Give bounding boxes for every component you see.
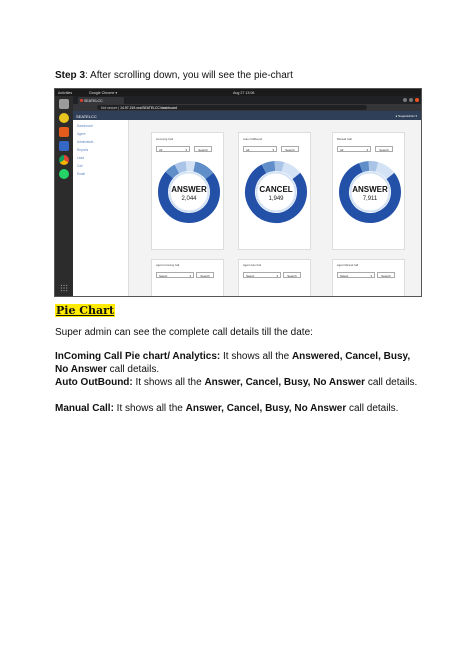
outbound-bold: Answer, Cancel, Busy, No Answer: [204, 377, 366, 388]
donut-segment[interactable]: [275, 166, 283, 167]
search-button[interactable]: Search: [377, 272, 395, 278]
section-heading: Pie Chart: [56, 304, 115, 317]
tab-title: SEATELCC: [84, 98, 103, 103]
url-text: 14.97.219.xxx/SEATELCC/dashboard: [120, 105, 177, 110]
manual-bold: Answer, Cancel, Busy, No Answer: [185, 403, 347, 414]
card-title: Manual Call: [337, 137, 352, 141]
maximize-icon[interactable]: [409, 98, 413, 102]
agent-manual-card: [332, 259, 405, 297]
manual-post: call details.: [346, 403, 399, 414]
files-icon[interactable]: [59, 99, 69, 109]
intro-paragraph: Super admin can see the complete call details till the date:: [55, 327, 313, 338]
close-icon[interactable]: [415, 98, 419, 102]
whatsapp-icon[interactable]: [59, 169, 69, 179]
donut-center-value: 1,949: [268, 196, 284, 202]
donut-segment[interactable]: [177, 166, 186, 169]
sidebar-item-lead[interactable]: Lead: [77, 156, 85, 160]
donut-segment[interactable]: [361, 166, 369, 168]
agent-auto-card: [238, 259, 311, 297]
card-title: Incoming Call: [156, 137, 173, 141]
sidebar-item-administration[interactable]: Administrat..: [77, 140, 95, 144]
software-center-icon[interactable]: [59, 127, 69, 137]
favicon-icon: [80, 99, 83, 102]
minimize-icon[interactable]: [403, 98, 407, 102]
incoming-post: call details.: [106, 364, 160, 375]
chrome-icon[interactable]: [59, 155, 69, 165]
user-menu[interactable]: ● SuperAdmin ▾: [395, 113, 417, 118]
manual-donut-chart[interactable]: [337, 159, 403, 225]
text-editor-icon[interactable]: [59, 141, 69, 151]
sidebar-item-email[interactable]: Email: [77, 172, 85, 176]
incoming-label: InComing Call Pie chart/ Analytics:: [55, 351, 221, 362]
app-sidebar: [73, 120, 129, 297]
filter-select[interactable]: All ▾: [337, 146, 371, 152]
manual-paragraph: [55, 402, 425, 415]
incoming-call-card: [151, 132, 224, 250]
donut-center-value: 2,044: [181, 196, 197, 202]
browser-toolbar: [73, 104, 422, 111]
outbound-post: call details.: [365, 377, 418, 388]
outbound-label: Auto OutBound:: [55, 377, 133, 388]
donut-center-label: CANCEL: [259, 185, 293, 194]
address-bar[interactable]: Not secure | 14.97.219.xxx/SEATELCC/dashboard: [97, 105, 367, 110]
card-title: Agent Auto Call: [243, 264, 261, 267]
filter-select[interactable]: All ▾: [156, 146, 190, 152]
launcher-dock: [55, 96, 73, 297]
search-button[interactable]: Search: [281, 146, 299, 152]
agent-select[interactable]: Select ▾: [337, 272, 375, 278]
agent-incoming-card: [151, 259, 224, 297]
donut-segment[interactable]: [186, 166, 194, 167]
sidebar-item-dashboard[interactable]: Dashboard: [77, 124, 93, 128]
step-instruction: [55, 70, 293, 81]
step-colon: :: [85, 70, 88, 81]
sidebar-item-reports[interactable]: Reports: [77, 148, 89, 152]
manual-label: Manual Call:: [55, 403, 114, 414]
card-title: Agent Incoming Call: [156, 264, 180, 267]
donut-center-label: ANSWER: [171, 185, 207, 194]
incoming-paragraph: [55, 350, 425, 376]
incoming-bold: Answered, Cancel, Busy, No Answer: [55, 351, 411, 375]
search-button[interactable]: Search: [375, 146, 393, 152]
app-logo: SEATELCC: [76, 113, 97, 119]
incoming-donut-chart[interactable]: [156, 159, 222, 225]
donut-segment[interactable]: [369, 166, 377, 167]
outbound-pre: It shows all the: [132, 377, 205, 388]
not-secure-label: Not secure: [101, 105, 118, 110]
agent-select[interactable]: Select ▾: [156, 272, 194, 278]
step-text: After scrolling down, you will see the pie-chart: [87, 70, 293, 81]
browser-tab-bar: [73, 96, 422, 104]
manual-call-card: [332, 132, 405, 250]
agent-select[interactable]: Select ▾: [243, 272, 281, 278]
app-icon[interactable]: [59, 113, 69, 123]
show-apps-icon[interactable]: [60, 284, 68, 292]
app-header: [73, 111, 422, 120]
activities-label[interactable]: Activities: [58, 90, 73, 95]
embedded-screenshot: [54, 88, 422, 297]
app-menu[interactable]: Google Chrome ▾: [89, 90, 118, 95]
sidebar-item-call[interactable]: Call: [77, 164, 83, 168]
manual-pre: It shows all the: [113, 403, 186, 414]
auto-outbound-card: [238, 132, 311, 250]
donut-center-value: 7,911: [362, 196, 378, 202]
search-button[interactable]: Search: [196, 272, 214, 278]
sidebar-item-agent[interactable]: Agent: [77, 132, 86, 136]
donut-segment[interactable]: [169, 169, 177, 175]
filter-select[interactable]: All ▾: [243, 146, 277, 152]
incoming-pre: It shows all the: [220, 351, 292, 362]
donut-center-label: ANSWER: [352, 185, 388, 194]
browser-tab[interactable]: [78, 97, 124, 104]
step-label: Step 3: [55, 70, 86, 81]
os-top-bar: [55, 89, 422, 96]
search-button[interactable]: Search: [283, 272, 301, 278]
donut-segment[interactable]: [264, 166, 275, 169]
clock: Aug 27 13:08: [233, 90, 255, 95]
search-button[interactable]: Search: [194, 146, 212, 152]
card-title: Agent Manual Call: [337, 264, 359, 267]
card-title: Auto OutBound: [243, 137, 263, 141]
outbound-donut-chart[interactable]: [243, 159, 309, 225]
outbound-paragraph: [55, 376, 425, 389]
